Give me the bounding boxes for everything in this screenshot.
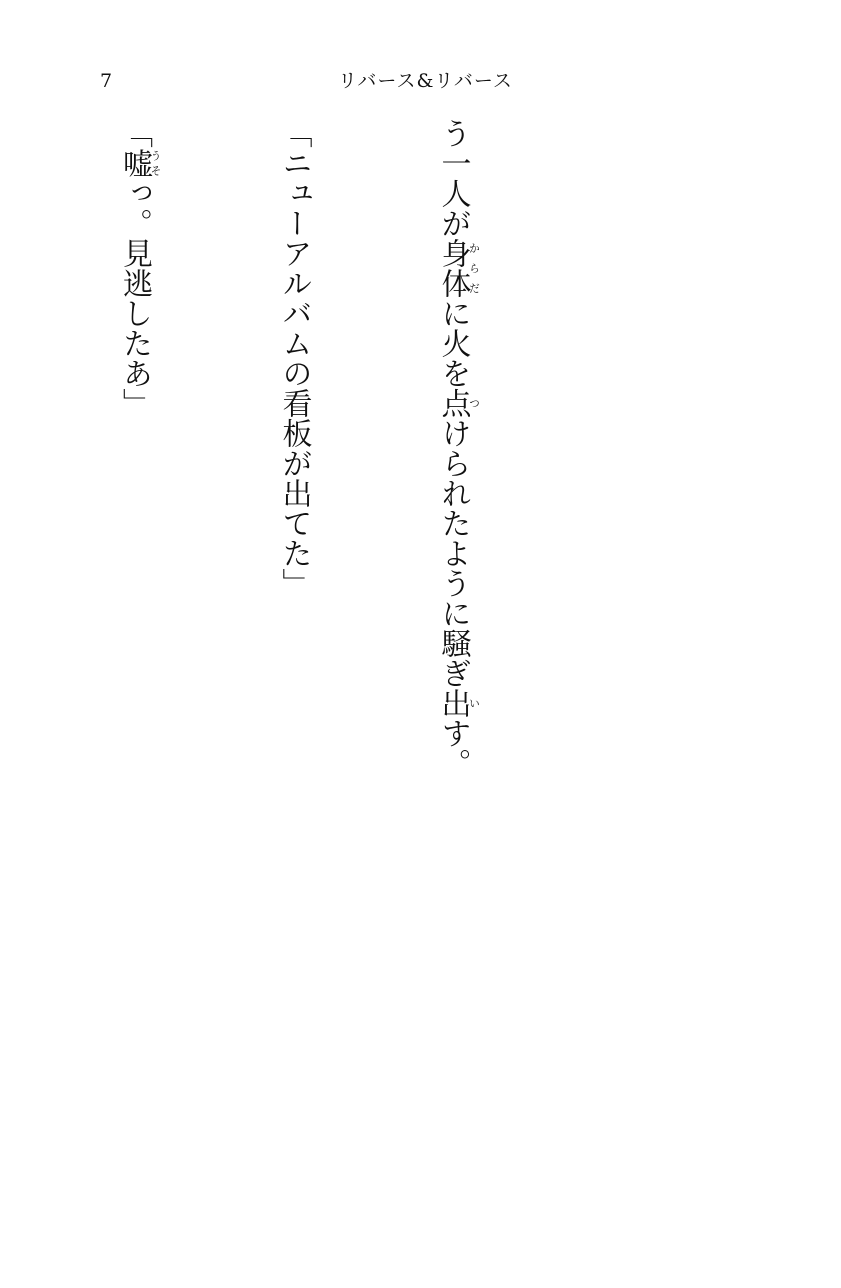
text-line: う一人が身体からだに火を点つけられたように騒ぎ出いす。 [435, 118, 481, 778]
ruby-annotation: 出い [435, 688, 481, 718]
running-title: リバース&リバース [338, 70, 513, 92]
body-text [96, 118, 586, 1138]
ruby-annotation: 嘘うそ [117, 148, 162, 178]
ruby-annotation: 点つ [435, 388, 481, 418]
text-line: 「ニューアルバムの看板が出てた」 [276, 118, 312, 598]
page-number: 7 [100, 70, 113, 92]
text-line: 「嘘うそっ。見逃したあ」 [117, 118, 162, 418]
ruby-annotation: 身体からだ [435, 238, 481, 298]
text-line [0, 118, 2, 1138]
